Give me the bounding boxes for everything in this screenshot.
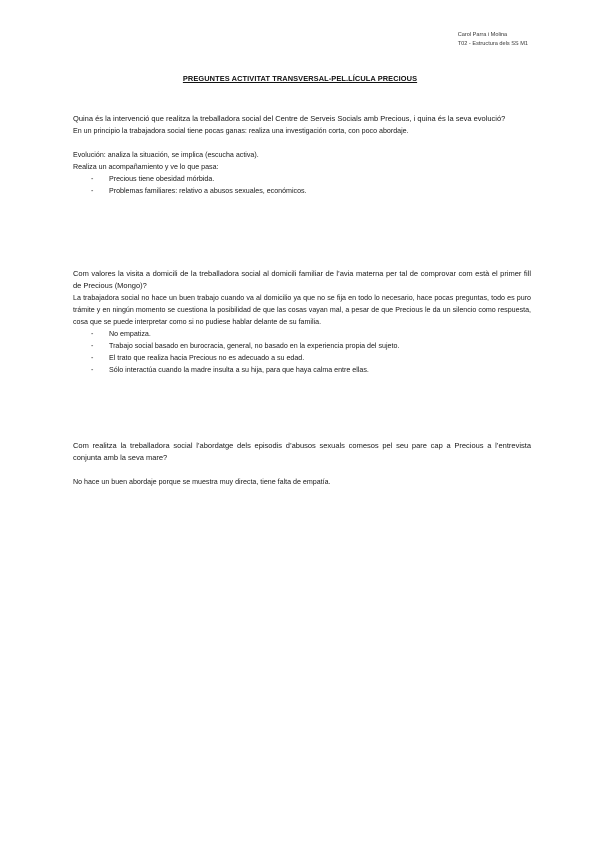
list-item-text: Precious tiene obesidad mórbida. [109, 175, 215, 183]
header-course: T02 - Estructura dels SS M1 [457, 41, 528, 47]
section-1-evolution: Evolución: analiza la situación, se implica (escucha activa). [73, 151, 259, 159]
list-item [73, 173, 531, 185]
list-item-text: El trato que realiza hacia Precious no es adecuado a su edad. [109, 354, 305, 362]
page-header [458, 31, 528, 49]
section-3 [73, 440, 531, 488]
bullet-dash: - [91, 366, 94, 374]
section-2 [73, 268, 531, 376]
list-item-text: Sólo interactúa cuando la madre insulta a su hija, para que haya calma entre ellas. [109, 366, 369, 374]
section-1-question: Quina és la intervenció que realitza la treballadora social del Centre de Serveis Socials amb Precious, i quina és la seva evolució? [73, 114, 506, 123]
section-3-answer: No hace un buen abordaje porque se muestra muy directa, tiene falta de empatía. [73, 478, 331, 486]
list-item [73, 328, 531, 340]
bullet-dash: - [91, 175, 94, 183]
list-item [73, 185, 531, 197]
section-1 [73, 113, 531, 197]
list-item-text: Problemas familiares: relativo a abusos sexuales, económicos. [109, 187, 307, 195]
list-item-text: No empatiza. [109, 330, 151, 338]
list-item [73, 364, 531, 376]
bullet-dash: - [91, 354, 94, 362]
list-item [73, 340, 531, 352]
section-2-bullet-list [73, 328, 531, 376]
section-2-answer: La trabajadora social no hace un buen trabajo cuando va al domicilio ya que no se fija en todo lo necesario, hace pocas preguntas, todo es puro trámite y en ningún momento se cuestiona la posibilidad de que las cosas vayan mal, a pesar de que Precious le da un silencio como respuesta, cosa que se puede interpretar como si no pudiese hablar delante de su familia. [73, 294, 531, 326]
bullet-dash: - [91, 187, 94, 195]
section-3-question: Com realitza la treballadora social l’abordatge dels episodis d’abusos sexuals comesos pel seu pare cap a Precious a l’entrevista conjunta amb la seva mare? [73, 441, 531, 462]
bullet-dash: - [91, 330, 94, 338]
document-title: PREGUNTES ACTIVITAT TRANSVERSAL-PEL.LÍCULA PRECIOUS [182, 74, 418, 83]
section-2-question: Com valores la visita a domicili de la treballadora social al domicili familiar de l’avia materna per tal de comprovar com està el primer fill de Precious (Mongo)? [73, 269, 531, 290]
header-author: Carol Parra i Molina [457, 32, 508, 38]
list-item [73, 352, 531, 364]
section-1-bullet-list [73, 173, 531, 197]
section-1-answer-intro: En un principio la trabajadora social tiene pocas ganas: realiza una investigación corta, con poco abordaje. [73, 127, 409, 135]
section-1-accompaniment: Realiza un acompañamiento y ve lo que pasa: [73, 163, 219, 171]
bullet-dash: - [91, 342, 94, 350]
list-item-text: Trabajo social basado en burocracia, general, no basado en la experiencia propia del sujeto. [109, 342, 400, 350]
